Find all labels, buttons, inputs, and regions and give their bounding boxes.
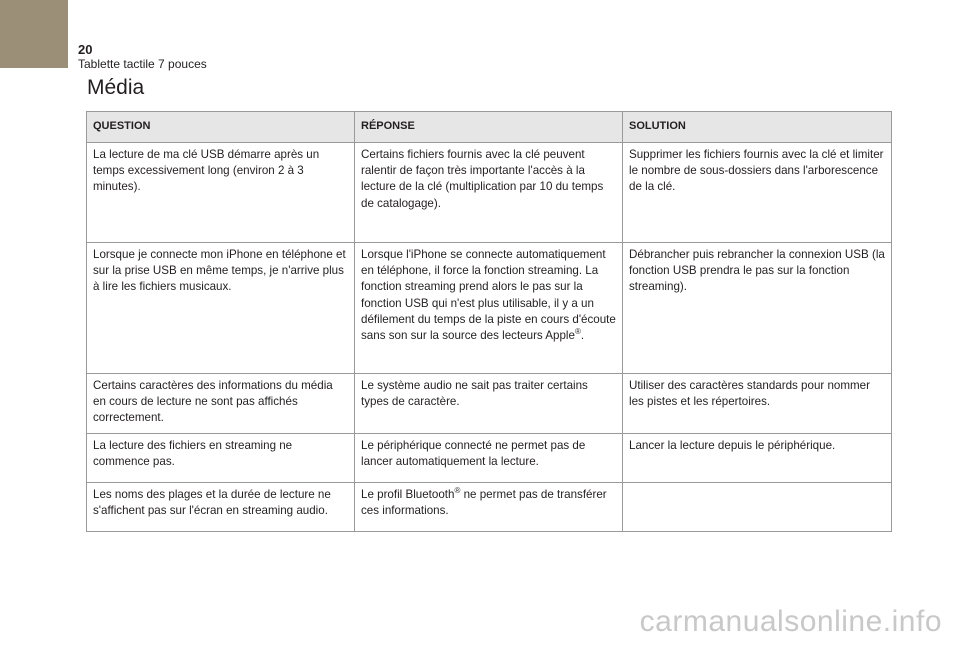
column-header-solution: SOLUTION [623,112,892,143]
running-header: Tablette tactile 7 pouces [78,57,207,71]
column-header-question: QUESTION [87,112,355,143]
answer-text: Le système audio ne sait pas traiter certains types de caractère. [361,379,588,409]
table-row [87,143,892,243]
answer-tail: . [580,329,585,343]
question-cell: Certains caractères des informations du média en cours de lecture ne sont pas affichés correctement. [87,374,355,434]
column-header-answer: RÉPONSE [355,112,623,143]
solution-cell: Utiliser des caractères standards pour nommer les pistes et les répertoires. [623,374,892,434]
faq-table [86,111,892,532]
registered-mark: ® [574,327,581,337]
question-cell: Les noms des plages et la durée de lecture ne s'affichent pas sur l'écran en streaming audio. [87,483,355,532]
answer-cell [355,143,623,243]
corner-tab [0,0,68,68]
solution-cell: Supprimer les fichiers fournis avec la clé et limiter le nombre de sous-dossiers dans l'arborescence de la clé. [623,143,892,243]
answer-text: Le profil Bluetooth [361,488,455,501]
table-row [87,243,892,374]
answer-cell [355,374,623,434]
solution-cell [623,483,892,532]
table-row [87,483,892,532]
answer-text: Certains fichiers fournis avec la clé peuvent ralentir de façon très importante l'accès à la lecture de la clé (multiplication par 10 du temps de catalogage). [361,148,604,210]
question-cell: La lecture de ma clé USB démarre après un temps excessivement long (environ 2 à 3 minutes). [87,143,355,243]
answer-tail: ne permet pas de transférer ces informations. [361,488,607,518]
watermark: carmanualsonline.info [639,605,942,638]
registered-mark: ® [454,486,461,496]
answer-text: Le périphérique connecté ne permet pas de lancer automatiquement la lecture. [361,439,586,469]
answer-cell [355,483,623,532]
solution-cell: Lancer la lecture depuis le périphérique. [623,434,892,483]
table-row [87,434,892,483]
solution-cell: Débrancher puis rebrancher la connexion USB (la fonction USB prendra le pas sur la fonction streaming). [623,243,892,374]
answer-cell [355,243,623,374]
question-cell: La lecture des fichiers en streaming ne commence pas. [87,434,355,483]
answer-text: Lorsque l'iPhone se connecte automatiquement en téléphone, il force la fonction streaming. La fonction streaming prend alors le pas sur la fonction USB qui n'est plus utilisable, il y a un défilement du temps de la piste en cours d'écoute sans son sur la source des lecteurs Apple [361,248,616,343]
question-cell: Lorsque je connecte mon iPhone en téléphone et sur la prise USB en même temps, je n'arrive plus à lire les fichiers musicaux. [87,243,355,374]
answer-cell [355,434,623,483]
page-number: 20 [78,42,93,57]
section-title: Média [87,76,145,99]
table-row [87,374,892,434]
table-header-row [87,112,892,143]
